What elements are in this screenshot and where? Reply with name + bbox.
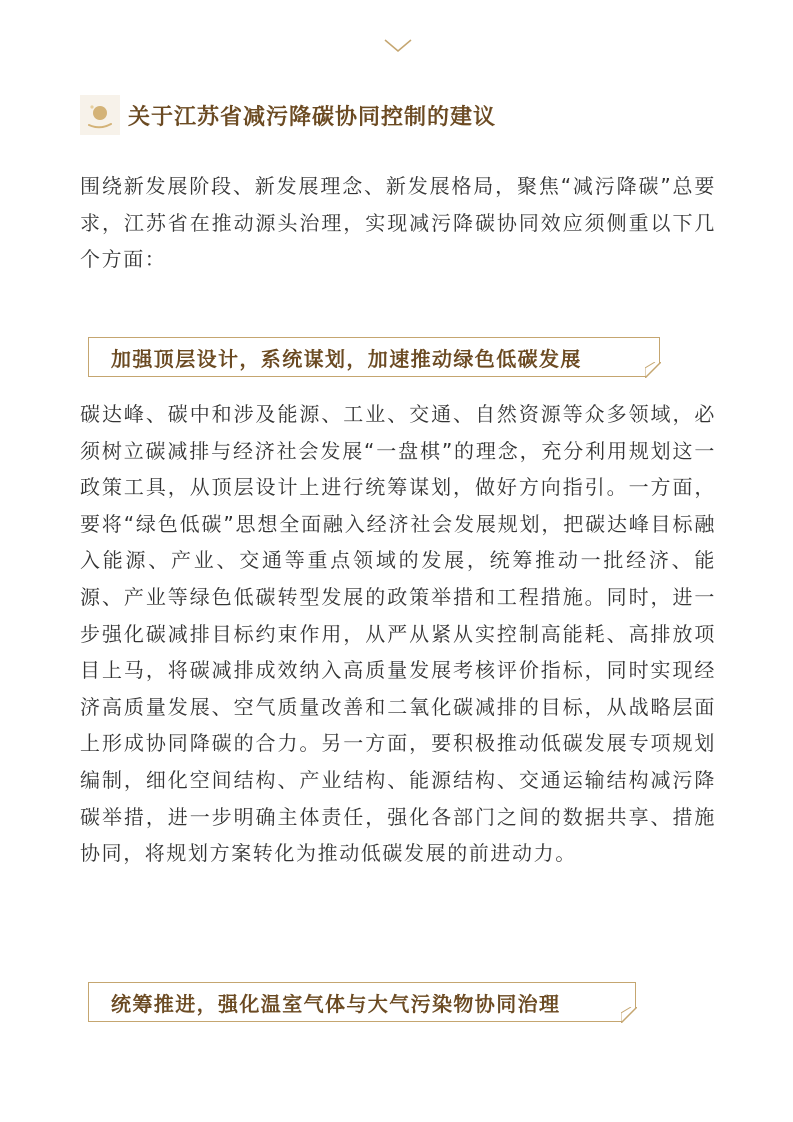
section-title-row (80, 95, 496, 135)
intro-paragraph: 围绕新发展阶段、新发展理念、新发展格局，聚焦“减污降碳”总要求，江苏省在推动源头治理，实现减污降碳协同效应须侧重以下几个方面： (80, 174, 716, 272)
section-title: 关于江苏省减污降碳协同控制的建议 (128, 104, 497, 130)
corner-fold-icon (645, 362, 661, 378)
dot-icon (80, 95, 120, 135)
subsection-heading-2 (88, 982, 636, 1022)
subsection-heading-2-text: 统筹推进，强化温室气体与大气污染物协同治理 (111, 991, 561, 1016)
corner-fold-icon (621, 1007, 637, 1023)
chevron-down-icon (384, 38, 412, 54)
subsection-heading-1 (88, 337, 660, 377)
subsection-1-body: 碳达峰、碳中和涉及能源、工业、交通、自然资源等众多领域，必须树立碳减排与经济社会发展“一盘棋”的理念，充分利用规划这一政策工具，从顶层设计上进行统筹谋划，做好方向指引。一方面，要将“绿色低碳”思想全面融入经济社会发展规划，把碳达峰目标融入能源、产业、交通等重点领域的发展，统筹推动一批经济、能源、产业等绿色低碳转型发展的政策举措和工程措施。同时，进一步强化碳减排目标约束作用，从严从紧从实控制高能耗、高排放项目上马，将碳减排成效纳入高质量发展考核评价指标，同时实现经济高质量发展、空气质量改善和二氧化碳减排的目标，从战略层面上形成协同降碳的合力。另一方面，要积极推动低碳发展专项规划编制，细化空间结构、产业结构、能源结构、交通运输结构减污降碳举措，进一步明确主体责任，强化各部门之间的数据共享、措施协同，将规划方案转化为推动低碳发展的前进动力。 (80, 402, 716, 866)
subsection-heading-1-text: 加强顶层设计，系统谋划，加速推动绿色低碳发展 (111, 346, 582, 371)
